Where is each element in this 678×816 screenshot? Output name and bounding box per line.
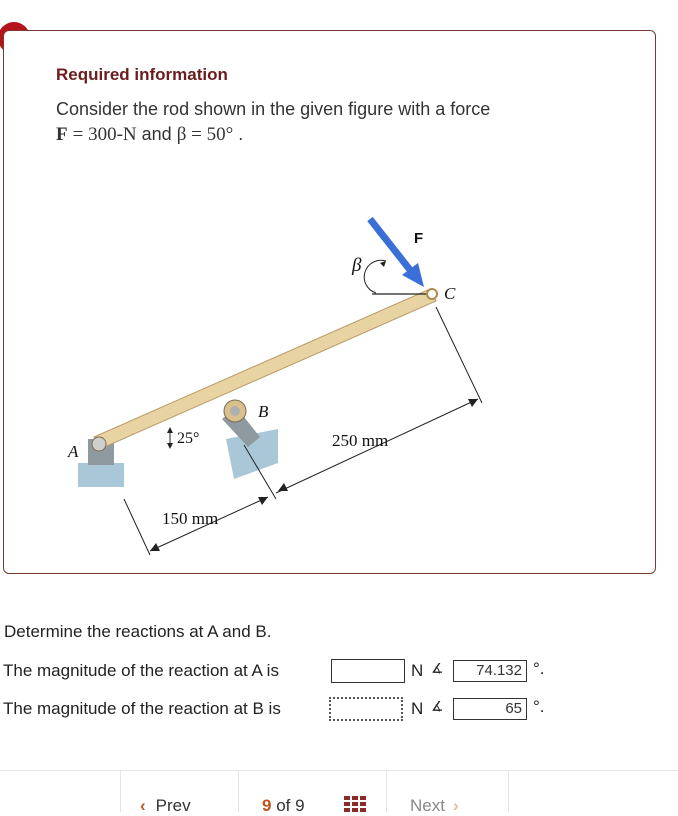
question-text: Determine the reactions at A and B. xyxy=(4,622,272,641)
reaction-a-magnitude-input[interactable] xyxy=(331,659,405,683)
period: . xyxy=(238,124,244,144)
prev-button[interactable] xyxy=(140,796,191,816)
rod xyxy=(94,289,436,449)
dimension-250-label: 250 mm xyxy=(332,431,389,450)
extension-line-c xyxy=(436,307,482,403)
answer-a-unit: N xyxy=(411,661,424,680)
footer-separator xyxy=(508,771,509,812)
chevron-right-icon: › xyxy=(452,796,459,815)
label-a: A xyxy=(68,442,79,461)
next-label: Next xyxy=(410,796,445,815)
answer-row-b xyxy=(3,696,603,722)
page-of: of xyxy=(276,796,291,815)
label-beta: β xyxy=(352,255,362,276)
angle-arrow-down xyxy=(167,443,173,449)
page-current: 9 xyxy=(262,796,272,815)
required-information-card xyxy=(3,30,656,574)
and-text: and xyxy=(141,124,172,144)
answer-b-degree: °. xyxy=(533,697,545,716)
answer-row-a xyxy=(3,658,603,684)
roller-b-center xyxy=(230,406,240,416)
label-c: C xyxy=(444,284,456,303)
reaction-b-magnitude-input[interactable] xyxy=(329,697,403,721)
footer-separator xyxy=(238,771,239,812)
answer-a-degree: °. xyxy=(533,659,545,678)
info-description: Consider the rod shown in the given figure with a force xyxy=(56,99,491,119)
prev-label: Prev xyxy=(155,796,191,815)
grid-icon[interactable] xyxy=(344,796,366,812)
label-b: B xyxy=(258,402,269,421)
support-a xyxy=(78,463,124,487)
page-indicator xyxy=(262,796,305,816)
footer-separator xyxy=(120,771,121,812)
answer-a-label: The magnitude of the reaction at A is xyxy=(3,661,279,680)
pin-a xyxy=(92,437,106,451)
force-symbol: F xyxy=(56,124,68,145)
next-button[interactable] xyxy=(410,796,459,816)
angle-icon: ∡ xyxy=(431,698,444,714)
force-value: = 300-N xyxy=(72,124,137,145)
dimension-150-label: 150 mm xyxy=(162,509,219,528)
info-parameters xyxy=(56,124,243,146)
rod-figure xyxy=(64,201,484,571)
footer-separator xyxy=(386,771,387,812)
force-vector-shaft xyxy=(370,219,414,275)
pin-c xyxy=(427,289,437,299)
answer-b-label: The magnitude of the reaction at B is xyxy=(3,699,281,718)
extension-line-a xyxy=(124,499,150,555)
label-f: F xyxy=(414,230,424,247)
beta-value: β = 50° xyxy=(176,124,234,145)
chevron-left-icon: ‹ xyxy=(140,796,146,815)
reaction-a-angle-field[interactable]: 74.132 xyxy=(453,660,527,682)
reaction-b-angle-field[interactable]: 65 xyxy=(453,698,527,720)
info-title: Required information xyxy=(56,65,228,84)
angle-arrow-up xyxy=(167,427,173,433)
page-total: 9 xyxy=(295,796,305,815)
angle-label: 25° xyxy=(177,430,200,447)
angle-icon: ∡ xyxy=(431,660,444,676)
dimension-250-arrow-left xyxy=(278,483,288,491)
beta-arc-arrowhead xyxy=(380,261,386,267)
answer-b-unit: N xyxy=(411,699,424,718)
footer-divider xyxy=(0,770,678,771)
